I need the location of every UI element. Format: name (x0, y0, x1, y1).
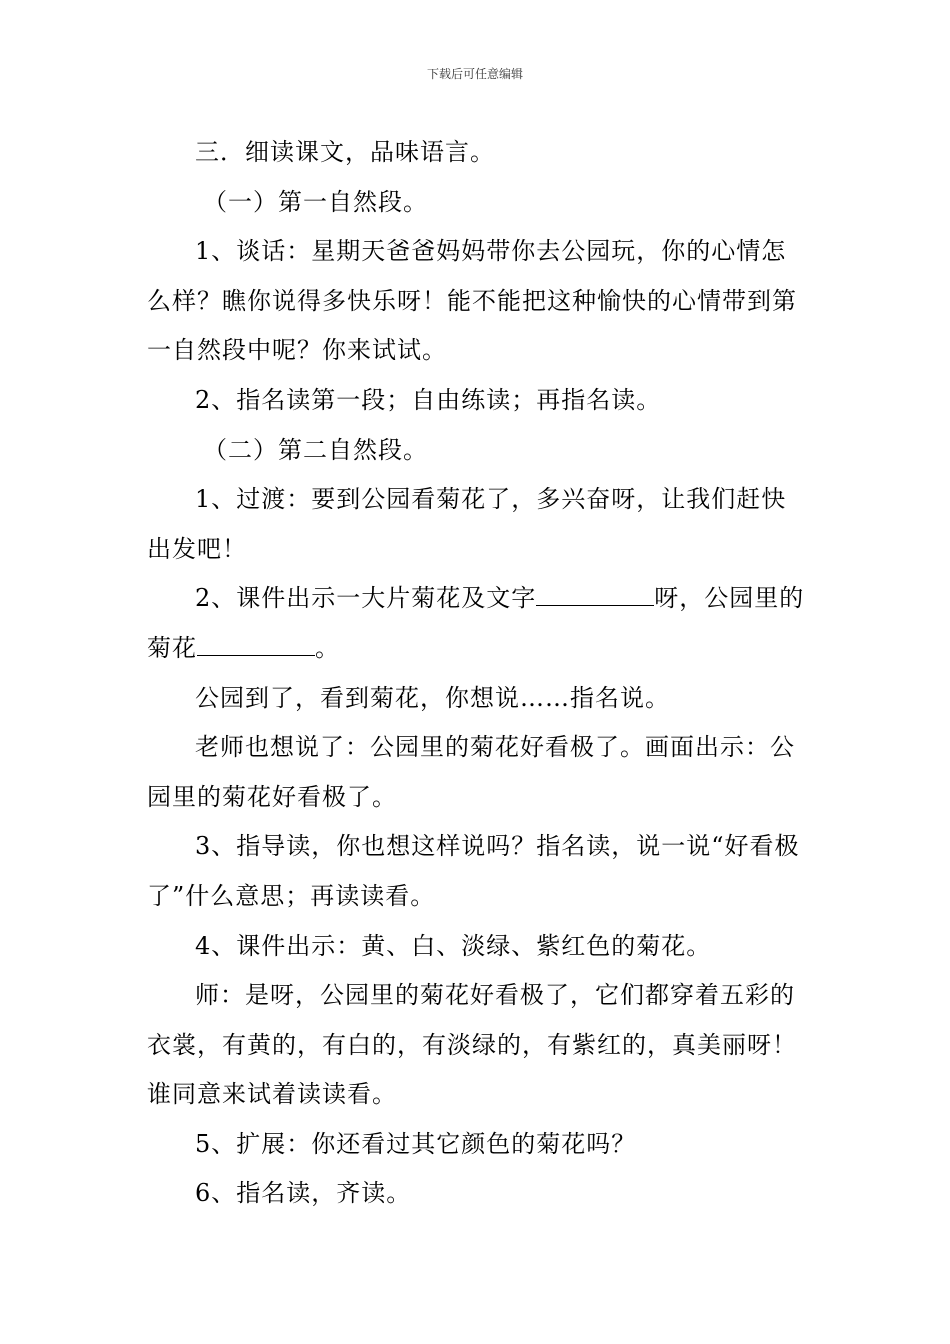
paragraph: 师：是呀，公园里的菊花好看极了，它们都穿着五彩的衣裳，有黄的，有白的，有淡绿的，有紫红的，真美丽呀！谁同意来试着读读看。 (147, 981, 797, 1109)
paragraph: 公园到了，看到菊花，你想说……指名说。 (195, 683, 670, 712)
paragraph: 3、指导读，你也想这样说吗？指名读，说一说“好看极了”什么意思；再读读看。 (147, 832, 800, 910)
subsection-title-2: （二）第二自然段。 (203, 435, 428, 464)
paragraph: 1、过渡：要到公园看菊花了，多兴奋呀，让我们赶快出发吧！ (147, 485, 787, 563)
text-segment: 。 (315, 633, 340, 662)
subsection-title-1: （一）第一自然段。 (203, 187, 428, 216)
document-body (147, 128, 807, 1219)
paragraph: 2、指名读第一段；自由练读；再指名读。 (195, 385, 662, 414)
text-segment: 2、课件出示一大片菊花及文字 (195, 584, 537, 613)
paragraph-with-blanks (147, 574, 807, 673)
page-header: 下载后可任意编辑 (426, 67, 523, 81)
text-segment: 呀，公园里的菊花 (147, 584, 805, 662)
paragraph: 1、谈话：星期天爸爸妈妈带你去公园玩，你的心情怎么样？瞧你说得多快乐呀！能不能把这种愉快的心情带到第一自然段中呢？你来试试。 (147, 237, 797, 365)
section-title: 三．细读课文，品味语言。 (195, 138, 495, 166)
paragraph: 5、扩展：你还看过其它颜色的菊花吗？ (195, 1129, 637, 1158)
paragraph: 4、课件出示：黄、白、淡绿、紫红色的菊花。 (195, 931, 712, 960)
fill-in-blank (197, 633, 315, 656)
fill-in-blank (536, 583, 654, 606)
paragraph: 6、指名读，齐读。 (195, 1179, 412, 1208)
paragraph: 老师也想说了：公园里的菊花好看极了。画面出示：公园里的菊花好看极了。 (147, 733, 795, 811)
